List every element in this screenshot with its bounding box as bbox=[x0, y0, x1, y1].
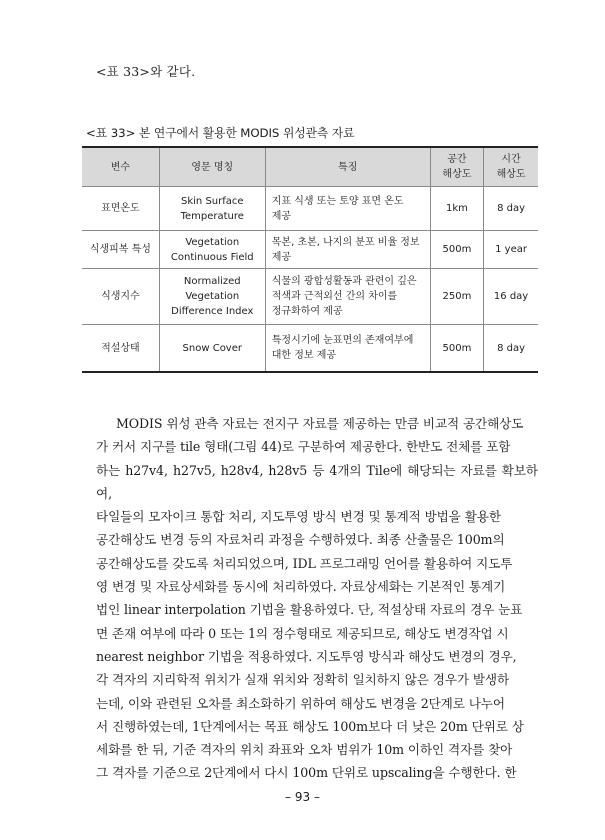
table-caption: <표 33> 본 연구에서 활용한 MODIS 위성관측 자료 bbox=[86, 126, 355, 140]
cell-variable: 표면온도 bbox=[82, 187, 159, 231]
body-line: 법인 linear interpolation 기법을 활용하였다. 단, 적설상태 자료의 경우 눈표 bbox=[96, 602, 523, 618]
body-line: 가 커서 지구를 tile 형태(그림 44)로 구분하여 제공한다. 한반도 전체를 포함 bbox=[96, 439, 511, 455]
cell-spatial: 500m bbox=[430, 325, 483, 373]
cell-feature: 지표 식생 또는 토양 표면 온도 제공 bbox=[265, 187, 430, 231]
cell-english-name: Skin Surface Temperature bbox=[159, 187, 265, 231]
body-line: 공간해상도 변경 등의 자료처리 과정을 수행하였다. 최종 산출물은 100m의 bbox=[96, 532, 505, 548]
cell-english-name: Vegetation Continuous Field bbox=[159, 231, 265, 269]
body-paragraph bbox=[96, 412, 538, 785]
cell-feature: 식물의 광합성활동과 관련이 깊은 적색과 근적외선 간의 차이를 정규화하여 제공 bbox=[265, 269, 430, 325]
body-line: MODIS 위성 관측 자료는 전지구 자료를 제공하는 만큼 비교적 공간해상도 bbox=[116, 416, 524, 431]
body-line: 타일들의 모자이크 통합 처리, 지도투영 방식 변경 및 통계적 방법을 활용한 bbox=[96, 509, 501, 525]
cell-temporal: 8 day bbox=[484, 325, 538, 373]
cell-english-name: Normalized Vegetation Difference Index bbox=[159, 269, 265, 325]
header-temporal-resolution: 시간 해상도 bbox=[484, 147, 538, 187]
table-row bbox=[82, 187, 538, 231]
cell-variable: 식생피복 특성 bbox=[82, 231, 159, 269]
cell-variable: 식생지수 bbox=[82, 269, 159, 325]
body-line: 서 진행하였는데, 1단계에서는 목표 해상도 100m보다 더 낮은 20m 단위로 상 bbox=[96, 718, 524, 734]
body-line: 세화를 한 뒤, 기준 격자의 위치 좌표와 오차 범위가 10m 이하인 격자를 찾아 bbox=[96, 742, 513, 758]
body-line: nearest neighbor 기법을 적용하였다. 지도투영 방식과 해상도 변경의 경우, bbox=[96, 648, 517, 664]
modis-data-table bbox=[82, 146, 538, 373]
intro-line: <표 33>와 같다. bbox=[96, 64, 196, 79]
table-row bbox=[82, 325, 538, 373]
page-number: – 93 – bbox=[285, 790, 320, 804]
body-line: 영 변경 및 자료상세화를 동시에 처리하였다. 자료상세화는 기본적인 통계기 bbox=[96, 579, 506, 595]
body-line: 하는 h27v4, h27v5, h28v4, h28v5 등 4개의 Tile에 해당되는 자료를 확보하여, bbox=[96, 462, 538, 501]
body-line: 공간해상도를 갖도록 처리되었으며, IDL 프로그래밍 언어를 활용하여 지도투 bbox=[96, 555, 513, 571]
cell-spatial: 500m bbox=[430, 231, 483, 269]
body-line: 각 격자의 지리학적 위치가 실재 위치와 정확히 일치하지 않은 경우가 발생하 bbox=[96, 672, 510, 688]
body-line: 그 격자를 기준으로 2단계에서 다시 100m 단위로 upscaling을 수행한다. 한 bbox=[96, 765, 517, 781]
body-line: 면 존재 여부에 따라 0 또는 1의 정수형태로 제공되므로, 해상도 변경작업 시 bbox=[96, 625, 509, 641]
header-variable: 변수 bbox=[82, 147, 159, 187]
header-english-name: 영문 명칭 bbox=[159, 147, 265, 187]
cell-temporal: 1 year bbox=[484, 231, 538, 269]
cell-temporal: 8 day bbox=[484, 187, 538, 231]
cell-english-name: Snow Cover bbox=[159, 325, 265, 373]
table-header-row bbox=[82, 147, 538, 187]
cell-temporal: 16 day bbox=[484, 269, 538, 325]
table-row bbox=[82, 269, 538, 325]
cell-feature: 목본, 초본, 나지의 분포 비율 정보 제공 bbox=[265, 231, 430, 269]
table-row bbox=[82, 231, 538, 269]
header-feature: 특징 bbox=[265, 147, 430, 187]
header-spatial-resolution: 공간 해상도 bbox=[430, 147, 483, 187]
cell-spatial: 1km bbox=[430, 187, 483, 231]
body-line: 는데, 이와 관련된 오차를 최소화하기 위하여 해상도 변경을 2단계로 나누어 bbox=[96, 695, 505, 711]
cell-spatial: 250m bbox=[430, 269, 483, 325]
cell-feature: 특정시기에 눈표면의 존재여부에 대한 정보 제공 bbox=[265, 325, 430, 373]
cell-variable: 적설상태 bbox=[82, 325, 159, 373]
